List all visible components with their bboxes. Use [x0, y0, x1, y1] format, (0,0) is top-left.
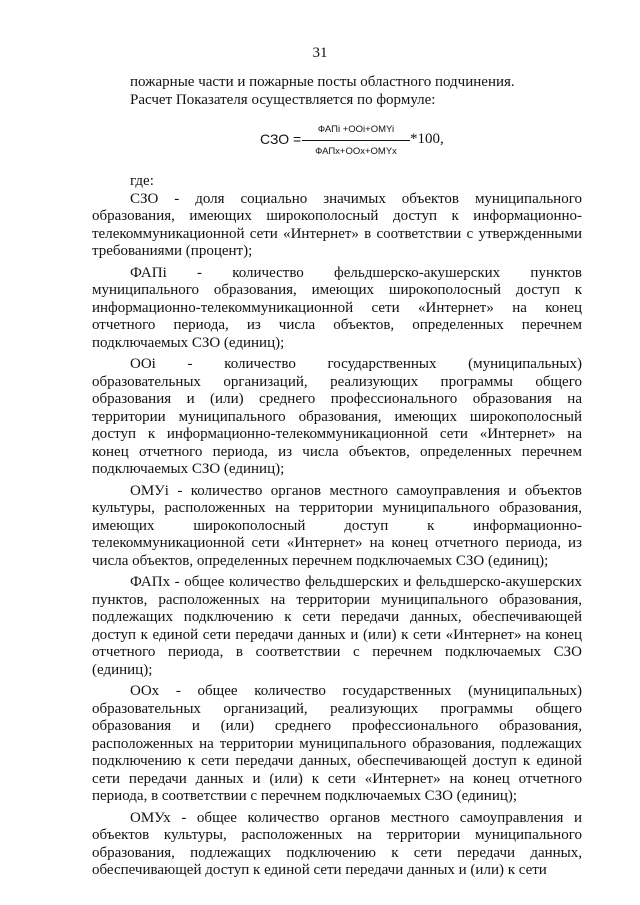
definition-fapi: ФАПi - количество фельдшерско-акушерских пунктов муниципального образования, имеющих широкополосный доступ к информационно-телекоммуникационной сети «Интернет» на конец отчетного периода, из числа объектов, определенных перечнем подключаемых СЗО (единиц); — [92, 264, 582, 351]
intro-line-1: пожарные части и пожарные посты областного подчинения. — [130, 74, 515, 90]
definition-szo: СЗО - доля социально значимых объектов муниципального образования, имеющих широкополосный доступ к информационно-телекоммуникационной сети «Интернет» в соответствии с утвержденными требованиями (процент); — [92, 190, 582, 259]
where-label: где: — [130, 173, 154, 189]
document-body — [92, 74, 582, 880]
formula-multiplier: *100, — [410, 131, 444, 147]
formula-fraction — [302, 121, 410, 160]
definition-ooi: ООi - количество государственных (муниципальных) образовательных организаций, реализующих программы общего образования и (или) среднего профессионального образования на территории муниципального образования, имеющих широкополосный доступ к информационно-телекоммуникационной сети «Интернет» на конец отчетного периода, из числа объектов, определенных перечнем подключаемых СЗО (единиц); — [92, 356, 582, 477]
formula-lhs: СЗО = — [260, 131, 302, 147]
formula — [92, 115, 582, 167]
formula-denominator: ФАПх+OOх+OMYх — [315, 145, 397, 157]
page-number: 31 — [312, 45, 328, 61]
definition-fapx: ФАПх - общее количество фельдшерских и фельдшерско-акушерских пунктов, расположенных на территории муниципального образования, подлежащих подключению к сети передачи данных, обеспечивающей доступ к единой сети передачи данных и (или) к сети «Интернет» на конец отчетного периода, в соответствии с перечнем подключаемых СЗО (единиц); — [92, 574, 582, 678]
definition-omui: ОМУi - количество органов местного самоуправления и объектов культуры, расположенных на территории муниципального образования, имеющих широкополосный доступ к информационно-телекоммуникационной сети «Интернет» на конец отчетного периода, из числа объектов, определенных перечнем подключаемых СЗО (единиц); — [92, 482, 582, 569]
definition-oox: ООх - общее количество государственных (муниципальных) образовательных организаций, реализующих программы общего образования и (или) среднего профессионального образования, расположенных на территории муниципального образования, подлежащих подключению к сети передачи данных, обеспечивающей доступ к единой сети передачи данных и (или) к сети «Интернет» на конец отчетного периода, в соответствии с перечнем подключаемых СЗО (единиц); — [92, 683, 582, 804]
definition-omux: ОМУх - общее количество органов местного самоуправления и объектов культуры, расположенных на территории муниципального образования, подлежащих подключению к сети передачи данных, обеспечивающей доступ к единой сети передачи данных и (или) к сети — [92, 809, 582, 878]
formula-numerator: ФАПi +OOi+OMYi — [302, 121, 410, 141]
intro-line-2: Расчет Показателя осуществляется по формуле: — [130, 91, 436, 108]
